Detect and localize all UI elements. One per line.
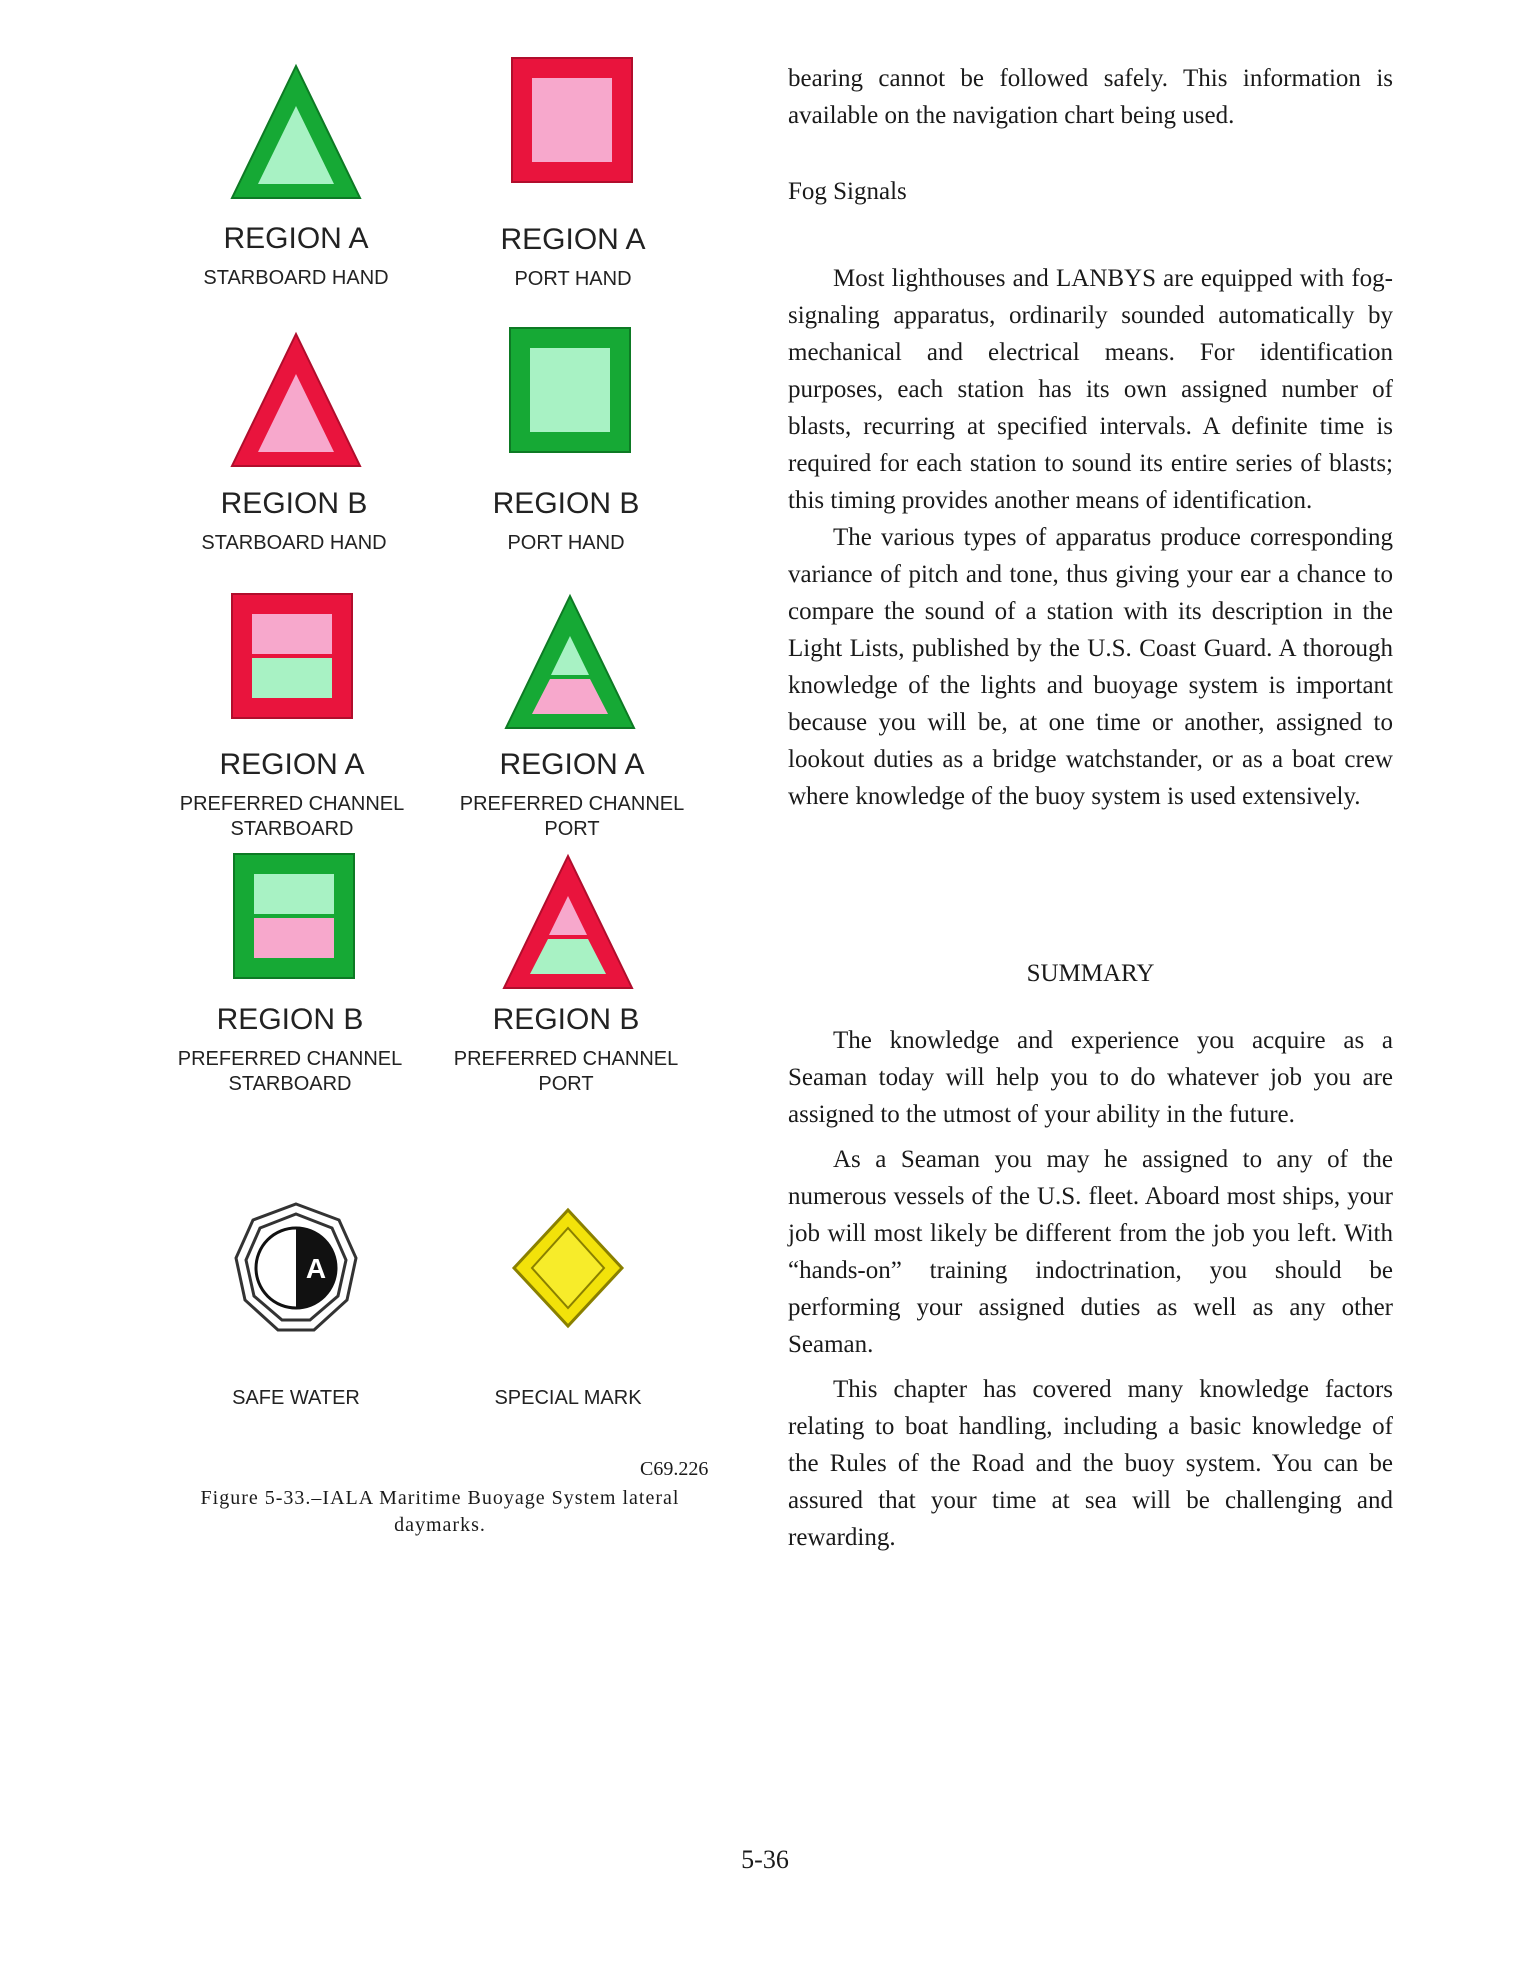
intro-paragraph: bearing cannot be followed safely. This information is available on the navigation chart being used. xyxy=(788,65,1393,129)
fog-section: Most lighthouses and LANBYS are equipped with fog-signaling apparatus, ordinarily sounded automatically by mechanical and electrical means. For identification purposes, each station has its own assigned number of blasts, recurring at specified intervals. A definite time is required for each station to sound its entire series of blasts; this timing provides another means of identification. The various types of apparatus produce corresponding variance of pitch and tone, thus giving your ear a chance to compare the sound of a station with its description in the Light Lists, published by the U.S. Coast Guard. A thorough knowledge of the lights and buoyage system is important because you will be, at one time or another, assigned to lookout duties as a bridge watchstander, or as a boat crew where knowledge of the buoy system is used extensively. xyxy=(788,265,1393,810)
green-split-triangle-icon xyxy=(500,592,640,732)
red-split-square-icon xyxy=(222,588,362,728)
mark-description: SAFE WATER xyxy=(232,1387,360,1409)
region-label: REGION B xyxy=(492,1003,640,1036)
red-split-triangle-icon xyxy=(498,852,638,992)
figure-code: C69.226 xyxy=(640,1458,709,1480)
red-square-icon xyxy=(502,52,642,192)
fog-signals-heading: Fog Signals xyxy=(788,178,907,205)
region-label: REGION B xyxy=(492,487,640,520)
mark-description: PREFERRED CHANNEL STARBOARD xyxy=(179,793,405,840)
mark-description: SPECIAL MARK xyxy=(494,1387,642,1409)
mark-description: PREFERRED CHANNEL STARBOARD xyxy=(177,1048,403,1095)
mark-description: PORT HAND xyxy=(507,532,625,554)
safe-water-octagon-icon xyxy=(226,1198,366,1338)
region-label: REGION A xyxy=(500,223,646,256)
mark-description: PREFERRED CHANNEL PORT xyxy=(453,1048,679,1095)
region-label: REGION B xyxy=(220,487,368,520)
green-triangle-icon xyxy=(226,62,366,202)
summary-section: The knowledge and experience you acquire as a Seaman today will help you to do whatever job you are assigned to the utmost of your ability in the future. As a Seaman you may he assigned to any of the numerous vessels of the U.S. fleet. Aboard most ships, your job will most likely be different from the job you left. With “hands-on” training indoctrination, you should be performing your assigned duties as well as any other Seaman. This chapter has covered many knowledge factors relating to boat handling, including a basic knowledge of the Rules of the Road and the buoy system. You can be assured that your time at sea will be challenging and rewarding. xyxy=(788,1027,1393,1551)
safe-water-letter: A xyxy=(305,1253,327,1284)
mark-description: PREFERRED CHANNEL PORT xyxy=(459,793,685,840)
figure-caption: Figure 5-33.–IALA Maritime Buoyage System lateral daymarks. xyxy=(200,1487,680,1536)
region-label: REGION B xyxy=(216,1003,364,1036)
summary-heading: SUMMARY xyxy=(1026,960,1155,987)
green-split-square-icon xyxy=(224,848,364,988)
region-label: REGION A xyxy=(499,748,645,781)
special-mark-diamond-icon xyxy=(498,1198,638,1338)
region-label: REGION A xyxy=(219,748,365,781)
mark-description: STARBOARD HAND xyxy=(201,532,387,554)
red-triangle-icon xyxy=(226,330,366,470)
region-label: REGION A xyxy=(223,222,369,255)
mark-description: PORT HAND xyxy=(514,268,632,290)
green-square-icon xyxy=(500,322,640,462)
page-number: 5-36 xyxy=(741,1845,789,1874)
mark-description: STARBOARD HAND xyxy=(203,267,389,289)
